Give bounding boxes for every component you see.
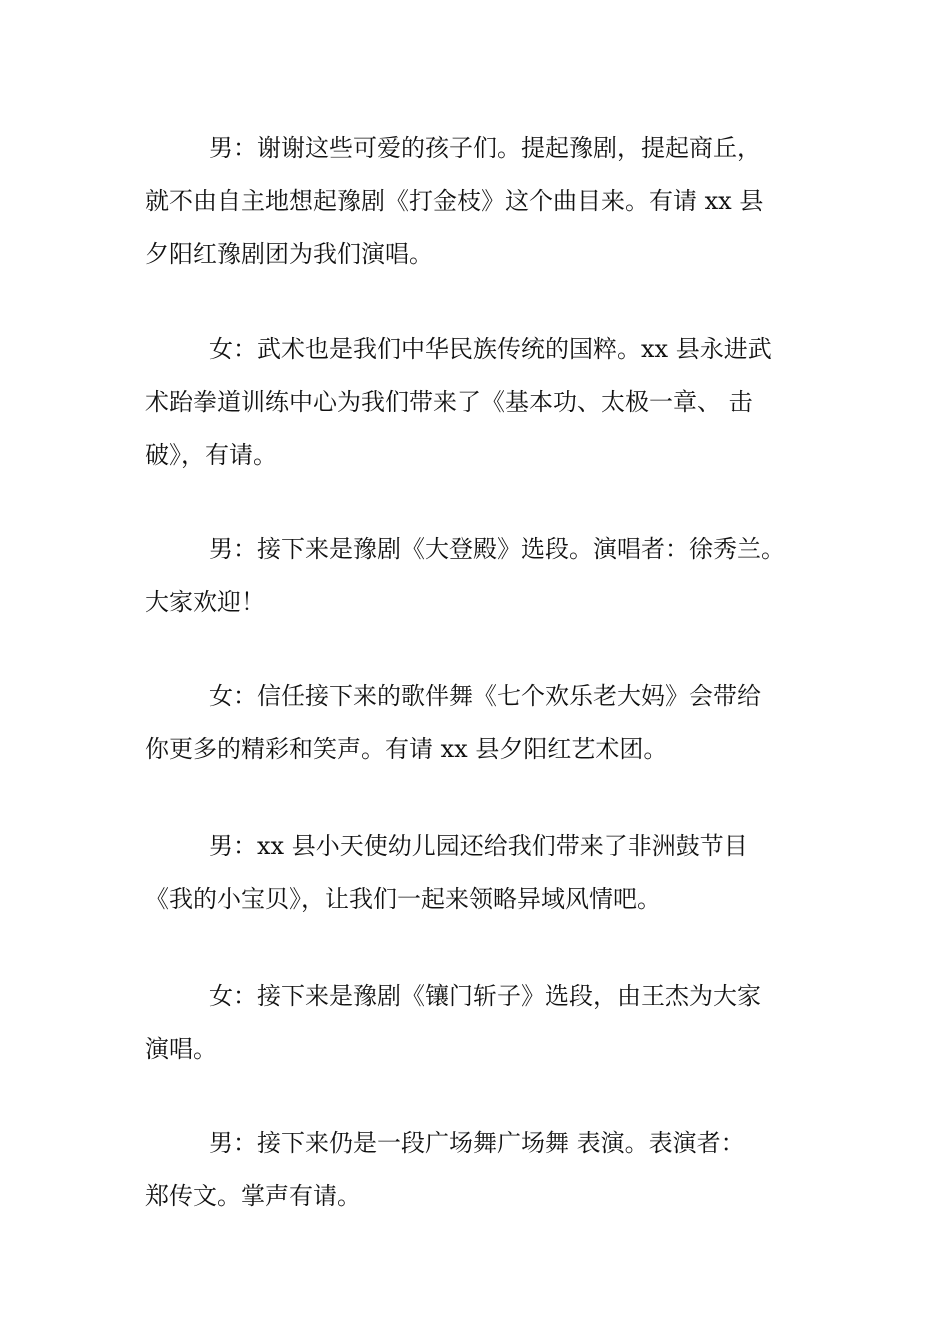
paragraph-2-line-3: 破》，有请。 <box>145 441 277 469</box>
paragraph-2 <box>145 323 815 482</box>
paragraph-1-line-3: 夕阳红豫剧团为我们演唱。 <box>145 240 433 268</box>
paragraph-4-line-2: 你更多的精彩和笑声。有请 xx 县夕阳红艺术团。 <box>145 735 668 763</box>
paragraph-2-line-2: 术跆拳道训练中心为我们带来了《基本功、太极一章、 击 <box>145 388 753 416</box>
paragraph-3-line-1: 男：接下来是豫剧《大登殿》选段。演唱者：徐秀兰。 <box>209 535 785 563</box>
paragraph-7 <box>145 1117 815 1223</box>
paragraph-3 <box>145 523 815 629</box>
paragraph-6-line-2: 演唱。 <box>145 1035 217 1063</box>
paragraph-1 <box>145 122 815 281</box>
paragraph-2-line-1: 女：武术也是我们中华民族传统的国粹。xx 县永进武 <box>209 335 772 363</box>
paragraph-4-line-1: 女：信任接下来的歌伴舞《七个欢乐老大妈》会带给 <box>209 682 761 710</box>
paragraph-6 <box>145 970 815 1076</box>
paragraph-5-line-2: 《我的小宝贝》，让我们一起来领略异域风情吧。 <box>145 885 661 913</box>
paragraph-7-line-1: 男：接下来仍是一段广场舞广场舞 表演。表演者： <box>209 1129 745 1157</box>
paragraph-3-line-2: 大家欢迎！ <box>145 588 265 616</box>
paragraph-1-line-2: 就不由自主地想起豫剧《打金枝》这个曲目来。有请 xx 县 <box>145 187 764 215</box>
paragraph-4 <box>145 670 815 776</box>
paragraph-6-line-1: 女：接下来是豫剧《镶门斩子》选段，由王杰为大家 <box>209 982 761 1010</box>
paragraph-5-line-1: 男：xx 县小天使幼儿园还给我们带来了非洲鼓节目 <box>209 832 748 860</box>
paragraph-5 <box>145 820 815 926</box>
paragraph-1-line-1: 男：谢谢这些可爱的孩子们。提起豫剧，提起商丘， <box>209 134 761 162</box>
paragraph-7-line-2: 郑传文。掌声有请。 <box>145 1182 361 1210</box>
